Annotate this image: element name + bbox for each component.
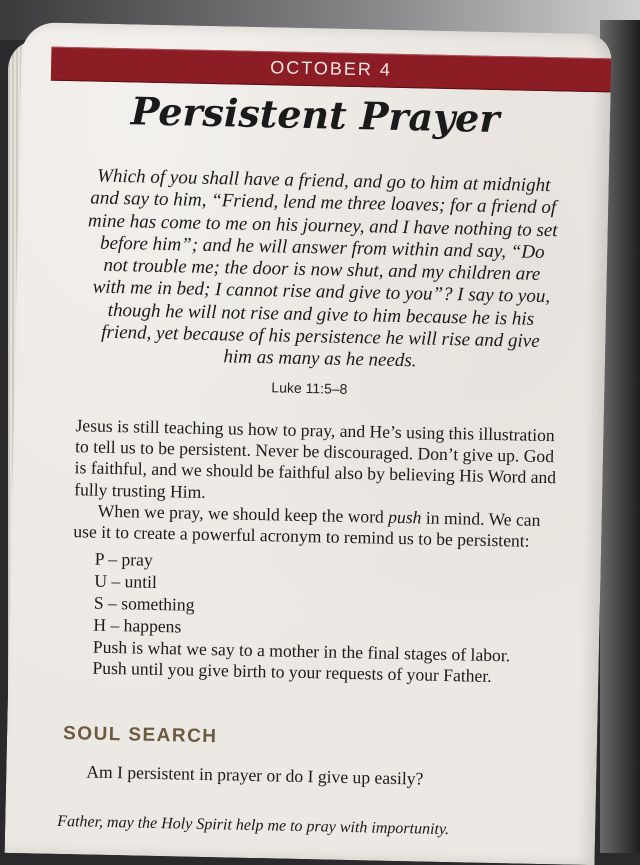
closing-prayer: Father, may the Holy Spirit help me to pray with importunity. <box>57 812 450 839</box>
acronym-item: P – pray <box>94 548 153 571</box>
acronym-list <box>93 549 563 647</box>
scripture-quote: Which of you shall have a friend, and go to him at midnight and say to him, “Friend, lend me three loaves; for a friend of mine has come to me on his journey, and I have nothing to set before him”; and he will answer from within and say, “Do not trouble me; the door is now shut, and my children are with me in bed; I cannot rise and give to you”? I say to you, though he will not rise and give to him because he is his friend, yet because of his persistence he will rise and give him as many as he needs. <box>87 165 558 372</box>
page-title: Persistent Prayer <box>130 88 500 142</box>
acronym-item: H – happens <box>93 614 182 637</box>
scripture-reference: Luke 11:5–8 <box>271 379 348 397</box>
date-banner <box>51 47 612 93</box>
emphasized-word: push <box>388 506 422 528</box>
acronym-item: S – something <box>93 592 195 615</box>
book-page <box>5 22 612 865</box>
section-heading: SOUL SEARCH <box>62 723 218 748</box>
reflection-question: Am I persistent in prayer or do I give up easily? <box>86 761 424 789</box>
date-label: OCTOBER 4 <box>270 57 393 80</box>
paragraph-intro: Jesus is still teaching us how to pray, and He’s using this illustration to tell us to be persistent. Never be discouraged. Don’t give up. God is faithful, and we should be faithful also by believing His Word and fully trusting Him. <box>74 415 557 502</box>
acronym-item: U – until <box>94 570 158 593</box>
paragraph-text: in mind. We can use it to create a powerful acronym to remind us to be persistent: <box>73 507 541 551</box>
closing-line: Push is what we say to a mother in the final stages of labor. <box>92 636 511 666</box>
paragraph-text: When we pray, we should keep the word <box>97 500 389 527</box>
devotional-body <box>70 415 565 689</box>
closing-line: Push until you give birth to your requests of your Father. <box>92 658 492 687</box>
paragraph-acronym-intro <box>73 500 564 553</box>
